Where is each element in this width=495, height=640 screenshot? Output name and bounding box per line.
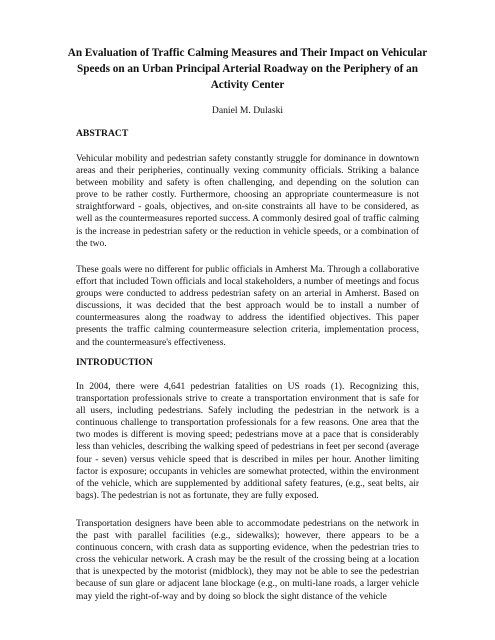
paper-title: An Evaluation of Traffic Calming Measures and Their Impact on Vehicular Speeds on an Urban Principal Arterial Roadway on the Periphery of an Activity Center bbox=[67, 47, 428, 91]
abstract-heading: ABSTRACT bbox=[76, 128, 129, 139]
paragraph-text: Transportation designers have been able to accommodate pedestrians on the network in the past with parallel facilities (e.g., sidewalks); however, there appears to be a continuous concern, with crash data as supporting evidence, when the pedestrian tries to cross the vehicular network. A crash may be the result of the crossing being at a location that is unexpected by the motorist (midblock), they may not be able to see the pedestrian because of sun glare or adjacent lane blockage (e.g., on multi-lane roads, a larger vehicle may yield the right-of-way and by doing so block the sight distance of the vehicle bbox=[76, 519, 419, 602]
paragraph-text: These goals were no different for public officials in Amherst Ma. Through a collaborative effort that included Town officials and local stakeholders, a number of meetings and focus groups were conducted to address pedestrian safety on an arterial in Amherst. Based on discussions, it was decided that the best approach would be to install a number of countermeasures along the roadway to address the identified objectives. This paper presents the traffic calming countermeasure selection criteria, implementation process, and the countermeasure's effectiveness. bbox=[76, 265, 419, 348]
abstract-paragraph-2 bbox=[76, 264, 419, 349]
introduction-paragraph-1 bbox=[76, 381, 419, 502]
introduction-paragraph-2 bbox=[76, 518, 419, 603]
paragraph-text: Vehicular mobility and pedestrian safety constantly struggle for dominance in downtown areas and their peripheries, continually vexing community officials. Striking a balance between mobility and safety is often challenging, and depending on the solution can prove to be rather costly. Furthermore, choosing an appropriate countermeasure is not straightforward - goals, objectives, and on-site constraints all have to be considered, as well as the countermeasures reported success. A commonly desired goal of traffic calming is the increase in pedestrian safety or the reduction in vehicle speeds, or a combination of the two. bbox=[76, 154, 419, 249]
introduction-heading: INTRODUCTION bbox=[76, 357, 153, 368]
paragraph-text: In 2004, there were 4,641 pedestrian fatalities on US roads (1). Recognizing this, transportation professionals strive to create a transportation environment that is safe for all users, including pedestrians. Safely including the pedestrian in the network is a continuous challenge to transportation professionals for a few reasons. One area that the two modes is different is moving speed; pedestrians move at a pace that is considerably less than vehicles, describing the walking speed of pedestrians in feet per second (average four - seven) versus vehicle speed that is described in miles per hour. Another limiting factor is exposure; occupants in vehicles are somewhat protected, within the environment of the vehicle, which are supplemented by additional safety features, (e.g., seat belts, air bags). The pedestrian is not as fortunate, they are fully exposed. bbox=[76, 382, 419, 501]
author-name: Daniel M. Dulaski bbox=[211, 105, 284, 116]
abstract-paragraph-1 bbox=[76, 153, 419, 250]
